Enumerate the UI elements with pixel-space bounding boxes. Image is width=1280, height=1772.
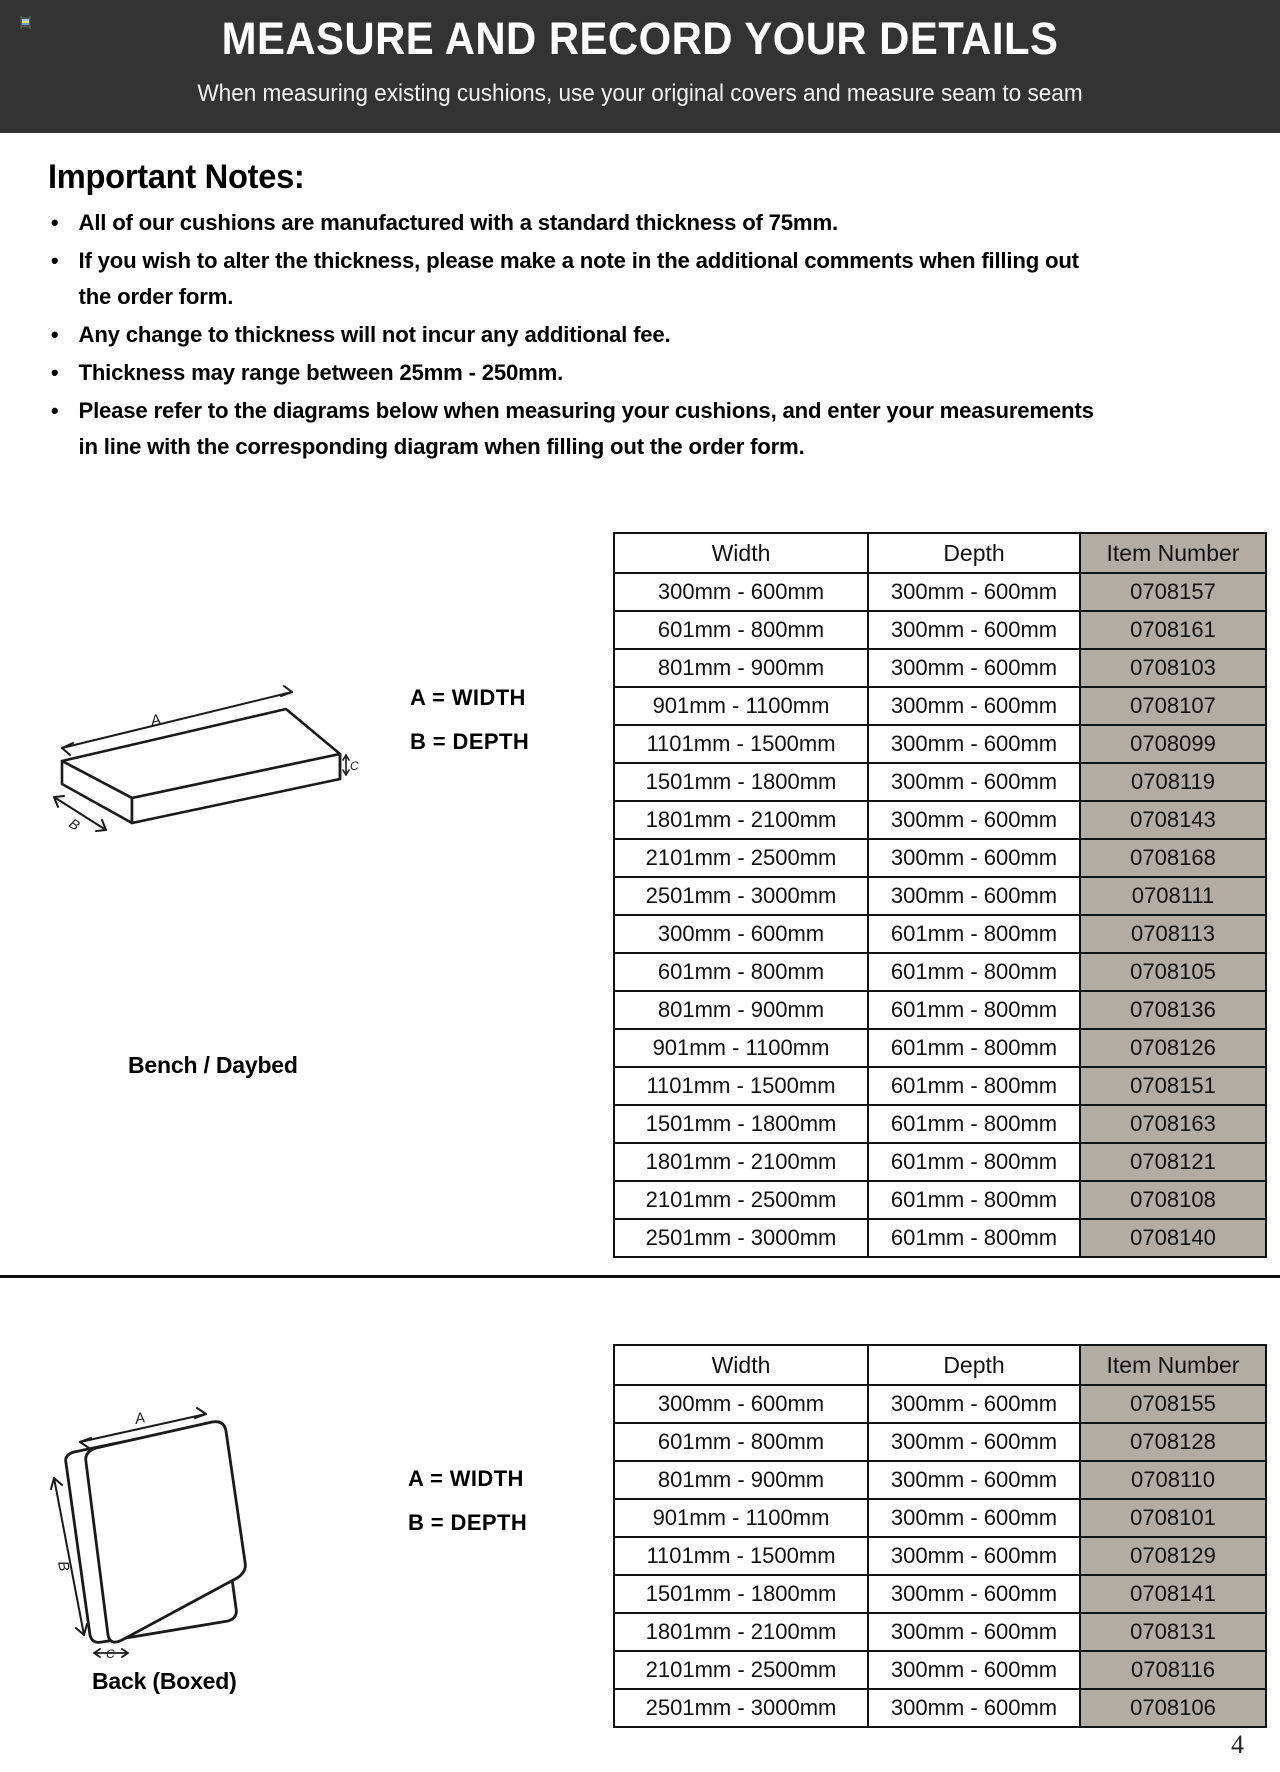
cell-item-number: 0708099 xyxy=(1080,725,1266,763)
bullet-icon: • xyxy=(50,322,59,347)
note-text: If you wish to alter the thickness, please make a note in the additional comments when filling out the order form. xyxy=(78,248,1079,309)
cell-depth: 601mm - 800mm xyxy=(868,915,1080,953)
diagram-label-b: B xyxy=(54,1559,73,1573)
cell-depth: 300mm - 600mm xyxy=(868,763,1080,801)
table-row xyxy=(614,991,1266,1029)
cell-depth: 300mm - 600mm xyxy=(868,1613,1080,1651)
cell-item-number: 0708119 xyxy=(1080,763,1266,801)
cell-depth: 300mm - 600mm xyxy=(868,1423,1080,1461)
cell-width: 801mm - 900mm xyxy=(614,649,868,687)
cell-depth: 601mm - 800mm xyxy=(868,1143,1080,1181)
cell-width: 601mm - 800mm xyxy=(614,611,868,649)
column-header-item-number: Item Number xyxy=(1080,533,1266,573)
table-row xyxy=(614,1575,1266,1613)
bench-daybed-illustration xyxy=(40,660,440,870)
cell-item-number: 0708161 xyxy=(1080,611,1266,649)
cell-depth: 300mm - 600mm xyxy=(868,1385,1080,1423)
bullet-icon: • xyxy=(50,398,59,423)
table-row xyxy=(614,1613,1266,1651)
cell-width: 300mm - 600mm xyxy=(614,1385,868,1423)
back-boxed-legend-depth: B = DEPTH xyxy=(408,1510,528,1535)
page-subtitle: When measuring existing cushions, use your original covers and measure seam to seam xyxy=(197,80,1083,107)
cell-width: 1801mm - 2100mm xyxy=(614,1613,868,1651)
cell-item-number: 0708168 xyxy=(1080,839,1266,877)
table-row xyxy=(614,573,1266,611)
table-row xyxy=(614,649,1266,687)
cell-depth: 601mm - 800mm xyxy=(868,1029,1080,1067)
cell-width: 1801mm - 2100mm xyxy=(614,801,868,839)
bullet-icon: • xyxy=(50,248,59,273)
cell-item-number: 0708108 xyxy=(1080,1181,1266,1219)
diagram-label-c: C xyxy=(350,759,359,773)
page-header-banner xyxy=(0,0,1280,133)
cell-item-number: 0708103 xyxy=(1080,649,1266,687)
table-row xyxy=(614,915,1266,953)
column-header-depth: Depth xyxy=(868,1345,1080,1385)
diagram-label-c: C xyxy=(106,1647,115,1661)
cell-item-number: 0708126 xyxy=(1080,1029,1266,1067)
cell-width: 901mm - 1100mm xyxy=(614,687,868,725)
cell-width: 2501mm - 3000mm xyxy=(614,1219,868,1257)
note-text: All of our cushions are manufactured with a standard thickness of 75mm. xyxy=(78,210,838,235)
column-header-width: Width xyxy=(614,533,868,573)
table-row xyxy=(614,801,1266,839)
cell-depth: 300mm - 600mm xyxy=(868,573,1080,611)
important-notes-list xyxy=(46,205,1121,467)
cell-width: 601mm - 800mm xyxy=(614,953,868,991)
cell-item-number: 0708116 xyxy=(1080,1651,1266,1689)
cell-item-number: 0708128 xyxy=(1080,1423,1266,1461)
cell-depth: 601mm - 800mm xyxy=(868,1181,1080,1219)
table-row xyxy=(614,1385,1266,1423)
bullet-icon: • xyxy=(50,360,59,385)
cell-depth: 300mm - 600mm xyxy=(868,1651,1080,1689)
section-divider xyxy=(0,1275,1280,1278)
table-row xyxy=(614,1461,1266,1499)
broken-image-icon xyxy=(20,16,31,29)
cell-depth: 300mm - 600mm xyxy=(868,1575,1080,1613)
table-row xyxy=(614,1181,1266,1219)
cell-width: 1501mm - 1800mm xyxy=(614,1575,868,1613)
cell-item-number: 0708131 xyxy=(1080,1613,1266,1651)
cell-depth: 300mm - 600mm xyxy=(868,649,1080,687)
note-item xyxy=(46,205,1105,241)
cell-item-number: 0708129 xyxy=(1080,1537,1266,1575)
cell-item-number: 0708140 xyxy=(1080,1219,1266,1257)
table-row xyxy=(614,1067,1266,1105)
table-row xyxy=(614,611,1266,649)
cell-width: 2101mm - 2500mm xyxy=(614,1651,868,1689)
note-text: Thickness may range between 25mm - 250mm. xyxy=(78,360,564,385)
cell-depth: 601mm - 800mm xyxy=(868,1219,1080,1257)
cell-width: 2101mm - 2500mm xyxy=(614,1181,868,1219)
table-row xyxy=(614,1029,1266,1067)
cell-item-number: 0708136 xyxy=(1080,991,1266,1029)
bullet-icon: • xyxy=(50,210,59,235)
cell-width: 300mm - 600mm xyxy=(614,573,868,611)
table-row xyxy=(614,763,1266,801)
table-row xyxy=(614,953,1266,991)
column-header-width: Width xyxy=(614,1345,868,1385)
cell-item-number: 0708107 xyxy=(1080,687,1266,725)
cell-width: 1501mm - 1800mm xyxy=(614,1105,868,1143)
important-notes-heading: Important Notes: xyxy=(48,158,305,196)
diagram-label-a: A xyxy=(133,1409,147,1428)
cell-item-number: 0708105 xyxy=(1080,953,1266,991)
back-boxed-illustration xyxy=(40,1390,440,1690)
cell-width: 300mm - 600mm xyxy=(614,915,868,953)
table-row xyxy=(614,877,1266,915)
cell-item-number: 0708121 xyxy=(1080,1143,1266,1181)
cell-depth: 300mm - 600mm xyxy=(868,1499,1080,1537)
table-row xyxy=(614,1651,1266,1689)
note-text: Please refer to the diagrams below when measuring your cushions, and enter your measurements in line with the corresponding diagram when filling out the order form. xyxy=(78,398,1094,459)
page-number: 4 xyxy=(1231,1730,1244,1759)
cell-depth: 601mm - 800mm xyxy=(868,1067,1080,1105)
column-header-item-number: Item Number xyxy=(1080,1345,1266,1385)
table-header-row xyxy=(614,1345,1266,1385)
cell-depth: 300mm - 600mm xyxy=(868,1689,1080,1727)
cell-depth: 601mm - 800mm xyxy=(868,953,1080,991)
cell-item-number: 0708163 xyxy=(1080,1105,1266,1143)
note-item xyxy=(46,355,1105,391)
back-boxed-spec-table xyxy=(613,1344,1267,1728)
cell-width: 601mm - 800mm xyxy=(614,1423,868,1461)
cell-width: 801mm - 900mm xyxy=(614,1461,868,1499)
table-row xyxy=(614,1105,1266,1143)
back-boxed-caption: Back (Boxed) xyxy=(92,1668,237,1694)
diagram-label-a: A xyxy=(148,710,163,730)
back-boxed-legend-width: A = WIDTH xyxy=(408,1466,524,1491)
bench-daybed-caption: Bench / Daybed xyxy=(128,1052,298,1078)
table-row xyxy=(614,1537,1266,1575)
bench-daybed-legend-depth: B = DEPTH xyxy=(410,729,530,754)
cell-depth: 601mm - 800mm xyxy=(868,991,1080,1029)
cell-width: 801mm - 900mm xyxy=(614,991,868,1029)
table-row xyxy=(614,1423,1266,1461)
cell-depth: 300mm - 600mm xyxy=(868,877,1080,915)
cell-depth: 300mm - 600mm xyxy=(868,839,1080,877)
table-row xyxy=(614,1689,1266,1727)
cell-width: 1101mm - 1500mm xyxy=(614,1067,868,1105)
cell-item-number: 0708141 xyxy=(1080,1575,1266,1613)
column-header-depth: Depth xyxy=(868,533,1080,573)
cell-item-number: 0708101 xyxy=(1080,1499,1266,1537)
note-text: Any change to thickness will not incur any additional fee. xyxy=(78,322,671,347)
cell-width: 1501mm - 1800mm xyxy=(614,763,868,801)
cell-depth: 300mm - 600mm xyxy=(868,687,1080,725)
diagram-label-b: B xyxy=(66,814,83,834)
cell-depth: 300mm - 600mm xyxy=(868,1537,1080,1575)
cell-item-number: 0708111 xyxy=(1080,877,1266,915)
page-title: MEASURE AND RECORD YOUR DETAILS xyxy=(221,13,1059,64)
cell-item-number: 0708157 xyxy=(1080,573,1266,611)
cell-width: 2501mm - 3000mm xyxy=(614,1689,868,1727)
cell-depth: 300mm - 600mm xyxy=(868,1461,1080,1499)
cell-item-number: 0708151 xyxy=(1080,1067,1266,1105)
table-row xyxy=(614,1499,1266,1537)
back-boxed-diagram xyxy=(40,1390,600,1690)
table-row xyxy=(614,1143,1266,1181)
cell-width: 901mm - 1100mm xyxy=(614,1499,868,1537)
table-row xyxy=(614,1219,1266,1257)
cell-width: 901mm - 1100mm xyxy=(614,1029,868,1067)
cell-item-number: 0708106 xyxy=(1080,1689,1266,1727)
cell-width: 2501mm - 3000mm xyxy=(614,877,868,915)
cell-width: 2101mm - 2500mm xyxy=(614,839,868,877)
table-row xyxy=(614,687,1266,725)
cell-width: 1101mm - 1500mm xyxy=(614,1537,868,1575)
note-item xyxy=(46,243,1105,315)
cell-depth: 300mm - 600mm xyxy=(868,611,1080,649)
cell-width: 1101mm - 1500mm xyxy=(614,725,868,763)
note-item xyxy=(46,317,1105,353)
note-item xyxy=(46,393,1105,465)
cell-depth: 601mm - 800mm xyxy=(868,1105,1080,1143)
table-row xyxy=(614,839,1266,877)
cell-width: 1801mm - 2100mm xyxy=(614,1143,868,1181)
cell-item-number: 0708143 xyxy=(1080,801,1266,839)
cell-depth: 300mm - 600mm xyxy=(868,801,1080,839)
cell-item-number: 0708110 xyxy=(1080,1461,1266,1499)
bench-daybed-spec-table xyxy=(613,532,1267,1258)
table-header-row xyxy=(614,533,1266,573)
table-row xyxy=(614,725,1266,763)
cell-depth: 300mm - 600mm xyxy=(868,725,1080,763)
cell-item-number: 0708113 xyxy=(1080,915,1266,953)
cell-item-number: 0708155 xyxy=(1080,1385,1266,1423)
bench-daybed-legend-width: A = WIDTH xyxy=(410,685,526,710)
